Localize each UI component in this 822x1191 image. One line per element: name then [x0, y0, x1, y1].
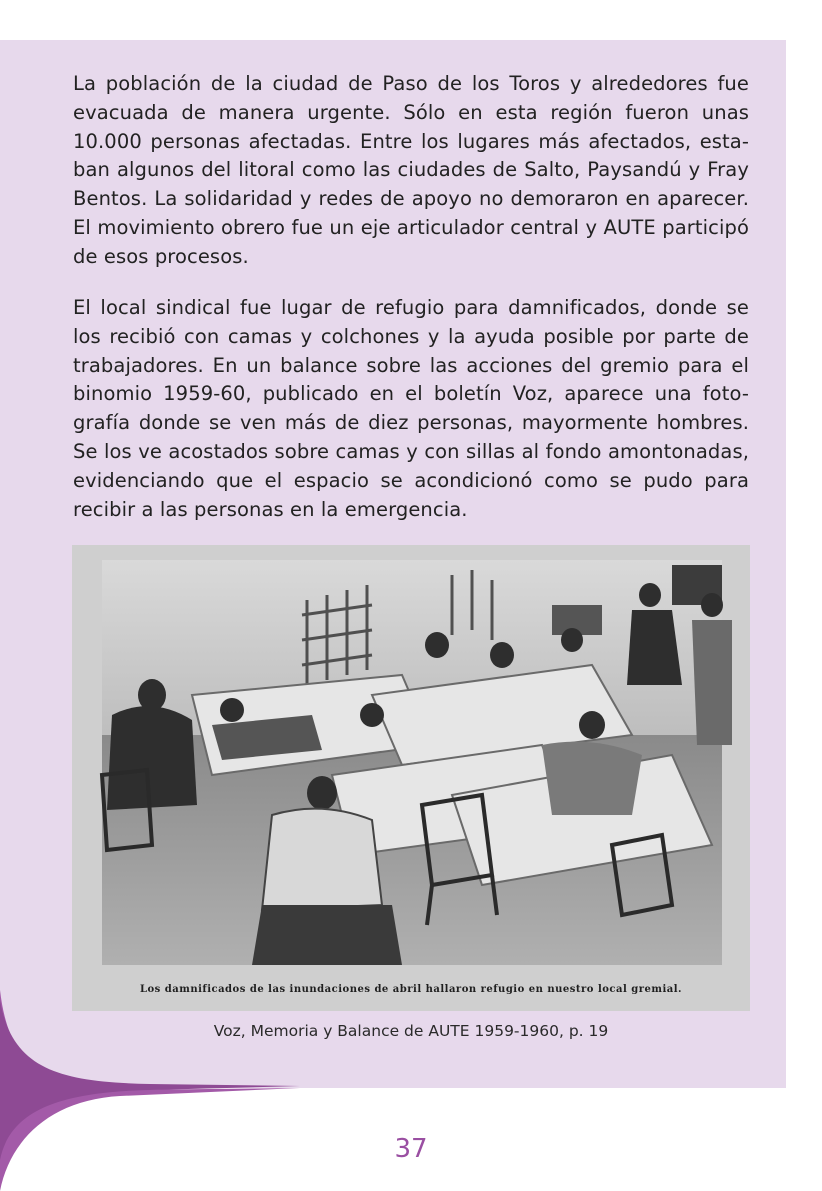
historical-photo [72, 545, 750, 1011]
photo-caption: Voz, Memoria y Balance de AUTE 1959-1960, p. 19 [213, 1022, 609, 1040]
paragraph-1: La población de la ciudad de Paso de los Toros y alrededores fue evacuada de manera urgente. Sólo en esta región fueron unas 10.000 personas afectadas. Entre los lugares más afectados, esta-ban algunos del litoral como las ciudades de Salto, Paysandú y Fray Bentos. La solidaridad y redes de apoyo no demoraron en aparecer. El movimiento obrero fue un eje articulador central y AUTE participó de esos procesos. [73, 72, 749, 268]
paragraph-2: El local sindical fue lugar de refugio para damnificados, donde se los recibió con camas y colchones y la ayuda posible por parte de trabajadores. En un balance sobre las acciones del gremio para el binomio 1959-60, publicado en el boletín Voz, aparece una foto-grafía donde se ven más de diez personas, mayormente hombres. Se los ve acostados sobre camas y con sillas al fondo amontonadas, evidenciando que el espacio se acondicionó como se pudo para recibir a las personas en la emergencia. [73, 296, 749, 521]
photo-illustration [72, 545, 750, 1011]
photo-inner-caption: Los damnificados de las inundaciones de abril hallaron refugio en nuestro local gremial. [139, 984, 683, 995]
page-number: 37 [394, 1134, 428, 1164]
